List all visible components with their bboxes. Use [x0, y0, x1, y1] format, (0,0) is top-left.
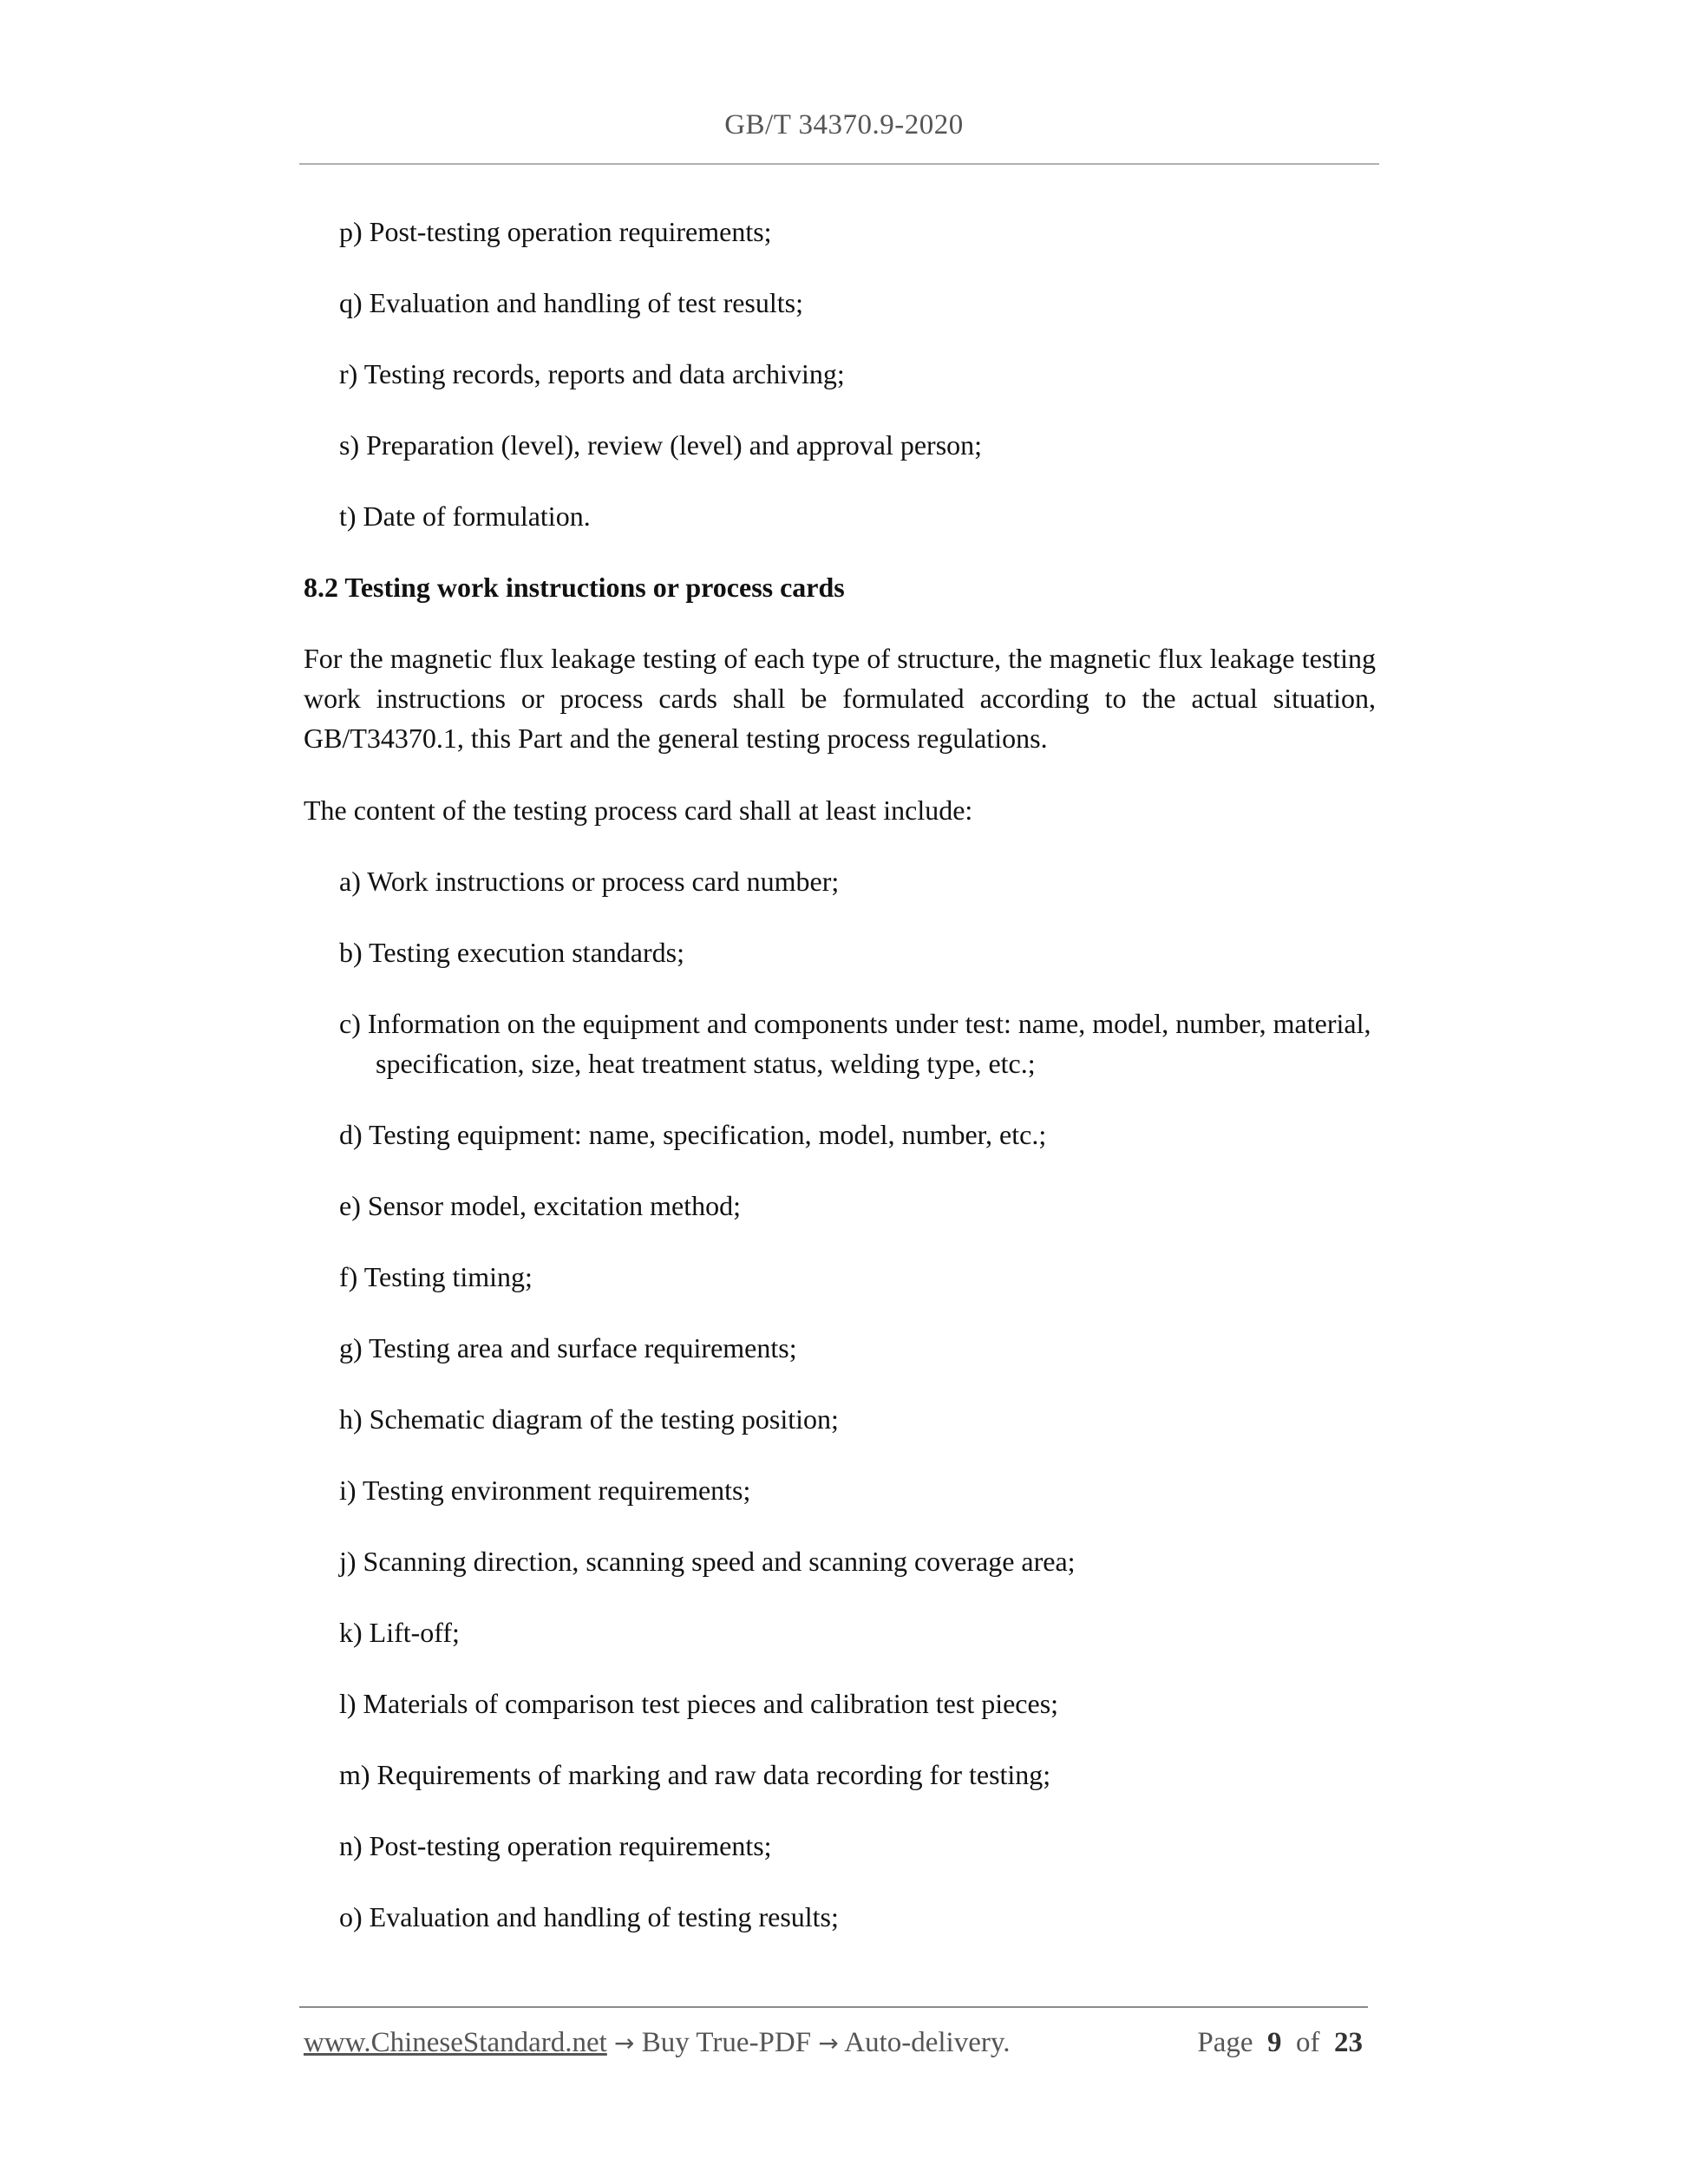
header-divider: [299, 163, 1379, 165]
list-item-l: l) Materials of comparison test pieces and calibration test pieces;: [339, 1688, 1059, 1719]
footer-auto-text: Auto-delivery.: [844, 2027, 1011, 2058]
list-item-q: q) Evaluation and handling of test results;: [339, 287, 803, 318]
list-item-g: g) Testing area and surface requirements;: [339, 1332, 797, 1363]
list-item-i: i) Testing environment requirements;: [339, 1475, 751, 1506]
list-item-o: o) Evaluation and handling of testing results;: [339, 1901, 839, 1932]
page-number: 9: [1267, 2027, 1282, 2058]
list-item-n: n) Post-testing operation requirements;: [339, 1830, 772, 1861]
arrow-right-icon: →: [818, 2029, 839, 2057]
section-heading: 8.2 Testing work instructions or process cards: [304, 572, 845, 603]
footer-buy-text: Buy True-PDF: [641, 2027, 812, 2058]
list-item-a: a) Work instructions or process card number;: [339, 866, 840, 897]
section-paragraph: For the magnetic flux leakage testing of each type of structure, the magnetic flux leakage testing work instructions or process cards shall be formulated according to the actual situation, GB/T34370.1, this Part and the general testing process regulations.: [304, 643, 1376, 754]
list-item-k: k) Lift-off;: [339, 1617, 460, 1648]
footer-text: [304, 2027, 1010, 2059]
list-item-m: m) Requirements of marking and raw data recording for testing;: [339, 1759, 1051, 1790]
list-item-h: h) Schematic diagram of the testing position;: [339, 1403, 839, 1435]
arrow-right-icon: →: [614, 2029, 635, 2057]
list-item-t: t) Date of formulation.: [339, 500, 591, 532]
of-label: of: [1296, 2027, 1320, 2058]
chinesestandard-link[interactable]: www.ChineseStandard.net: [304, 2027, 607, 2058]
list-item-f: f) Testing timing;: [339, 1261, 533, 1292]
list-item-j: j) Scanning direction, scanning speed and scanning coverage area;: [339, 1546, 1076, 1577]
list-item-s: s) Preparation (level), review (level) and approval person;: [339, 429, 983, 461]
document-header-title: GB/T 34370.9-2020: [724, 109, 964, 141]
list-item-e: e) Sensor model, excitation method;: [339, 1190, 741, 1221]
list-item-r: r) Testing records, reports and data archiving;: [339, 358, 845, 389]
list-item-b: b) Testing execution standards;: [339, 937, 684, 968]
list-item-c-continuation: specification, size, heat treatment status, welding type, etc.;: [376, 1048, 1036, 1079]
page-label: Page: [1197, 2027, 1253, 2058]
list-item-p: p) Post-testing operation requirements;: [339, 216, 772, 247]
list-item-d: d) Testing equipment: name, specification, model, number, etc.;: [339, 1119, 1047, 1150]
page-counter: [1197, 2027, 1363, 2059]
footer-divider: [299, 2006, 1368, 2008]
total-pages: 23: [1334, 2027, 1363, 2058]
list-item-c: c) Information on the equipment and components under test: name, model, number, material,: [339, 1008, 1371, 1039]
section-intro-text: The content of the testing process card shall at least include:: [304, 794, 973, 826]
